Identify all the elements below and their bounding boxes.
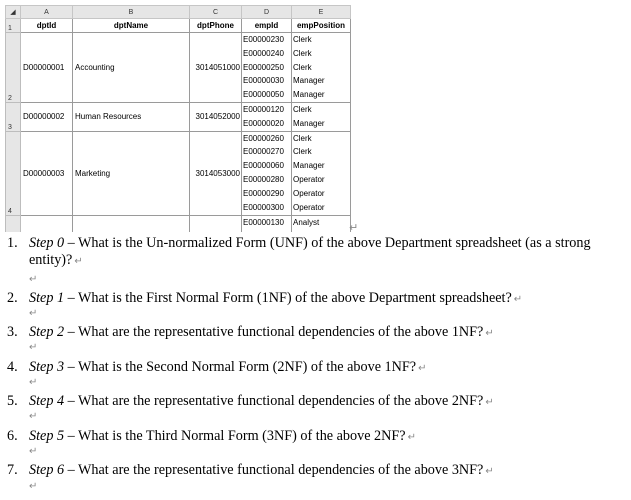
header-cell-dptid[interactable]: dptId	[21, 19, 73, 33]
question-number: 5.	[7, 393, 18, 409]
emp-id: E00000050	[243, 90, 284, 100]
cell-dptname[interactable]: Marketing	[73, 131, 190, 215]
emp-id: E00000230	[243, 35, 284, 44]
paragraph-mark-icon: ↵	[29, 481, 38, 492]
paragraph-mark-icon: ↵	[29, 342, 38, 353]
question-number: 6.	[7, 428, 18, 444]
question-text: – What is the Un-normalized Form (UNF) of the above Department spreadsheet (as a strong entity)?	[29, 235, 591, 268]
cell-dptid[interactable]: D00000002	[21, 103, 73, 132]
header-cell-dptphone[interactable]: dptPhone	[190, 19, 242, 33]
question-item	[0, 235, 631, 269]
header-cell-empid[interactable]: empId	[242, 19, 292, 33]
cell-empid[interactable]	[242, 215, 292, 232]
question-item	[0, 290, 631, 307]
paragraph-mark-icon: ↵	[513, 294, 523, 305]
question-step: Step 0	[29, 235, 65, 251]
paragraph-mark-icon: ↵	[29, 446, 38, 457]
question-step: Step 5	[29, 428, 65, 444]
question-text: – What are the representative functional dependencies of the above 3NF?	[64, 462, 484, 478]
cell-dptphone[interactable]: 3014052000	[190, 103, 242, 132]
emp-position: Operator	[293, 202, 325, 212]
emp-position: Manager	[293, 90, 325, 100]
question-step: Step 2	[29, 324, 65, 340]
emp-id: E00000020	[243, 118, 284, 128]
emp-id: E00000120	[243, 105, 284, 114]
question-item	[0, 359, 631, 376]
row-number[interactable]	[6, 215, 21, 232]
question-step: Step 3	[29, 359, 65, 375]
question-item	[0, 324, 631, 341]
column-header-a[interactable]: A	[21, 6, 73, 19]
emp-position: Clerk	[293, 105, 312, 114]
emp-position: Manager	[293, 118, 325, 128]
emp-position	[292, 229, 350, 232]
emp-position: Clerk	[293, 147, 312, 157]
question-number: 4.	[7, 359, 18, 375]
column-header-row	[6, 6, 351, 19]
row-number[interactable]: 1	[6, 19, 21, 33]
cell-empposition[interactable]	[292, 33, 351, 103]
paragraph-mark-icon: ↵	[29, 411, 38, 422]
paragraph-mark-icon: ↵	[485, 328, 494, 339]
column-header-e[interactable]: E	[292, 6, 351, 19]
question-text: – What is the First Normal Form (1NF) of the above Department spreadsheet?	[64, 290, 512, 306]
question-item	[0, 428, 631, 445]
paragraph-mark-icon: ↵	[29, 308, 38, 319]
emp-position: Clerk	[293, 62, 312, 72]
cell-dptname[interactable]: Accounting	[73, 33, 190, 103]
cell-dptid[interactable]	[21, 215, 73, 232]
table-row	[6, 33, 351, 103]
emp-id: E00000300	[243, 202, 284, 212]
row-number[interactable]: 4	[6, 131, 21, 215]
header-cell-empposition[interactable]: empPosition	[292, 19, 351, 33]
header-cell-dptname[interactable]: dptName	[73, 19, 190, 33]
question-text: – What is the Third Normal Form (3NF) of the above 2NF?	[64, 428, 406, 444]
cell-empid[interactable]	[242, 33, 292, 103]
emp-id: E00000280	[243, 174, 284, 184]
emp-id: E00000060	[243, 161, 284, 171]
cell-dptphone[interactable]	[190, 215, 242, 232]
table-row	[6, 131, 351, 215]
emp-id: E00000030	[243, 76, 284, 86]
cell-empposition[interactable]	[292, 103, 351, 132]
emp-id: E00000130	[243, 217, 284, 227]
question-item	[0, 393, 631, 410]
question-item	[0, 462, 631, 479]
spreadsheet-image	[5, 0, 351, 232]
cell-empid[interactable]	[242, 131, 292, 215]
paragraph-mark-icon: ↵	[485, 397, 494, 408]
question-number: 1.	[7, 235, 18, 251]
cell-empposition[interactable]	[292, 131, 351, 215]
emp-id: E00000240	[243, 48, 284, 58]
question-number: 3.	[7, 324, 18, 340]
cell-dptid[interactable]: D00000003	[21, 131, 73, 215]
emp-position: Operator	[293, 188, 325, 198]
cell-dptname[interactable]	[73, 215, 190, 232]
column-header-b[interactable]: B	[73, 6, 190, 19]
question-step: Step 1	[29, 290, 65, 306]
emp-id: E00000270	[243, 147, 284, 157]
table-row	[6, 19, 351, 33]
table-row	[6, 103, 351, 132]
emp-id: E00000250	[243, 62, 284, 72]
question-step: Step 4	[29, 393, 65, 409]
cell-dptname[interactable]: Human Resources	[73, 103, 190, 132]
row-number[interactable]: 2	[6, 33, 21, 103]
cell-dptphone[interactable]: 3014053000	[190, 131, 242, 215]
question-step: Step 6	[29, 462, 65, 478]
question-number: 7.	[7, 462, 18, 478]
emp-position: Analyst	[293, 217, 320, 227]
question-number: 2.	[7, 290, 18, 306]
column-header-c[interactable]: C	[190, 6, 242, 19]
cell-dptphone[interactable]: 3014051000	[190, 33, 242, 103]
question-text: – What are the representative functional dependencies of the above 2NF?	[64, 393, 484, 409]
table-row	[6, 215, 351, 232]
paragraph-mark-icon: ↵	[29, 377, 38, 388]
paragraph-mark-icon: ↵	[418, 363, 427, 374]
emp-position: Clerk	[293, 48, 312, 58]
cell-empposition[interactable]	[292, 215, 351, 232]
emp-position: Manager	[293, 76, 325, 86]
emp-position: Clerk	[293, 133, 312, 143]
emp-id: E00000290	[243, 188, 284, 198]
paragraph-mark-icon: ↵	[74, 256, 83, 267]
row-number[interactable]: 3	[6, 103, 21, 132]
emp-position: Operator	[293, 174, 325, 184]
column-header-d[interactable]: D	[242, 6, 292, 19]
question-text: – What is the Second Normal Form (2NF) of the above 1NF?	[64, 359, 417, 375]
select-all-corner[interactable]: ◢	[6, 6, 21, 19]
spreadsheet-grid	[5, 5, 351, 232]
paragraph-mark-icon: ↵	[407, 432, 416, 443]
emp-id	[242, 229, 291, 232]
paragraph-mark-icon: ↵	[485, 466, 494, 477]
emp-position: Clerk	[293, 35, 312, 44]
paragraph-mark-icon: ↵	[29, 274, 38, 285]
emp-id: E00000260	[243, 133, 284, 143]
anchor-mark-icon: ↵	[349, 221, 359, 234]
cell-dptid[interactable]: D00000001	[21, 33, 73, 103]
question-text: – What are the representative functional dependencies of the above 1NF?	[64, 324, 484, 340]
emp-position: Manager	[293, 161, 325, 171]
cell-empid[interactable]	[242, 103, 292, 132]
